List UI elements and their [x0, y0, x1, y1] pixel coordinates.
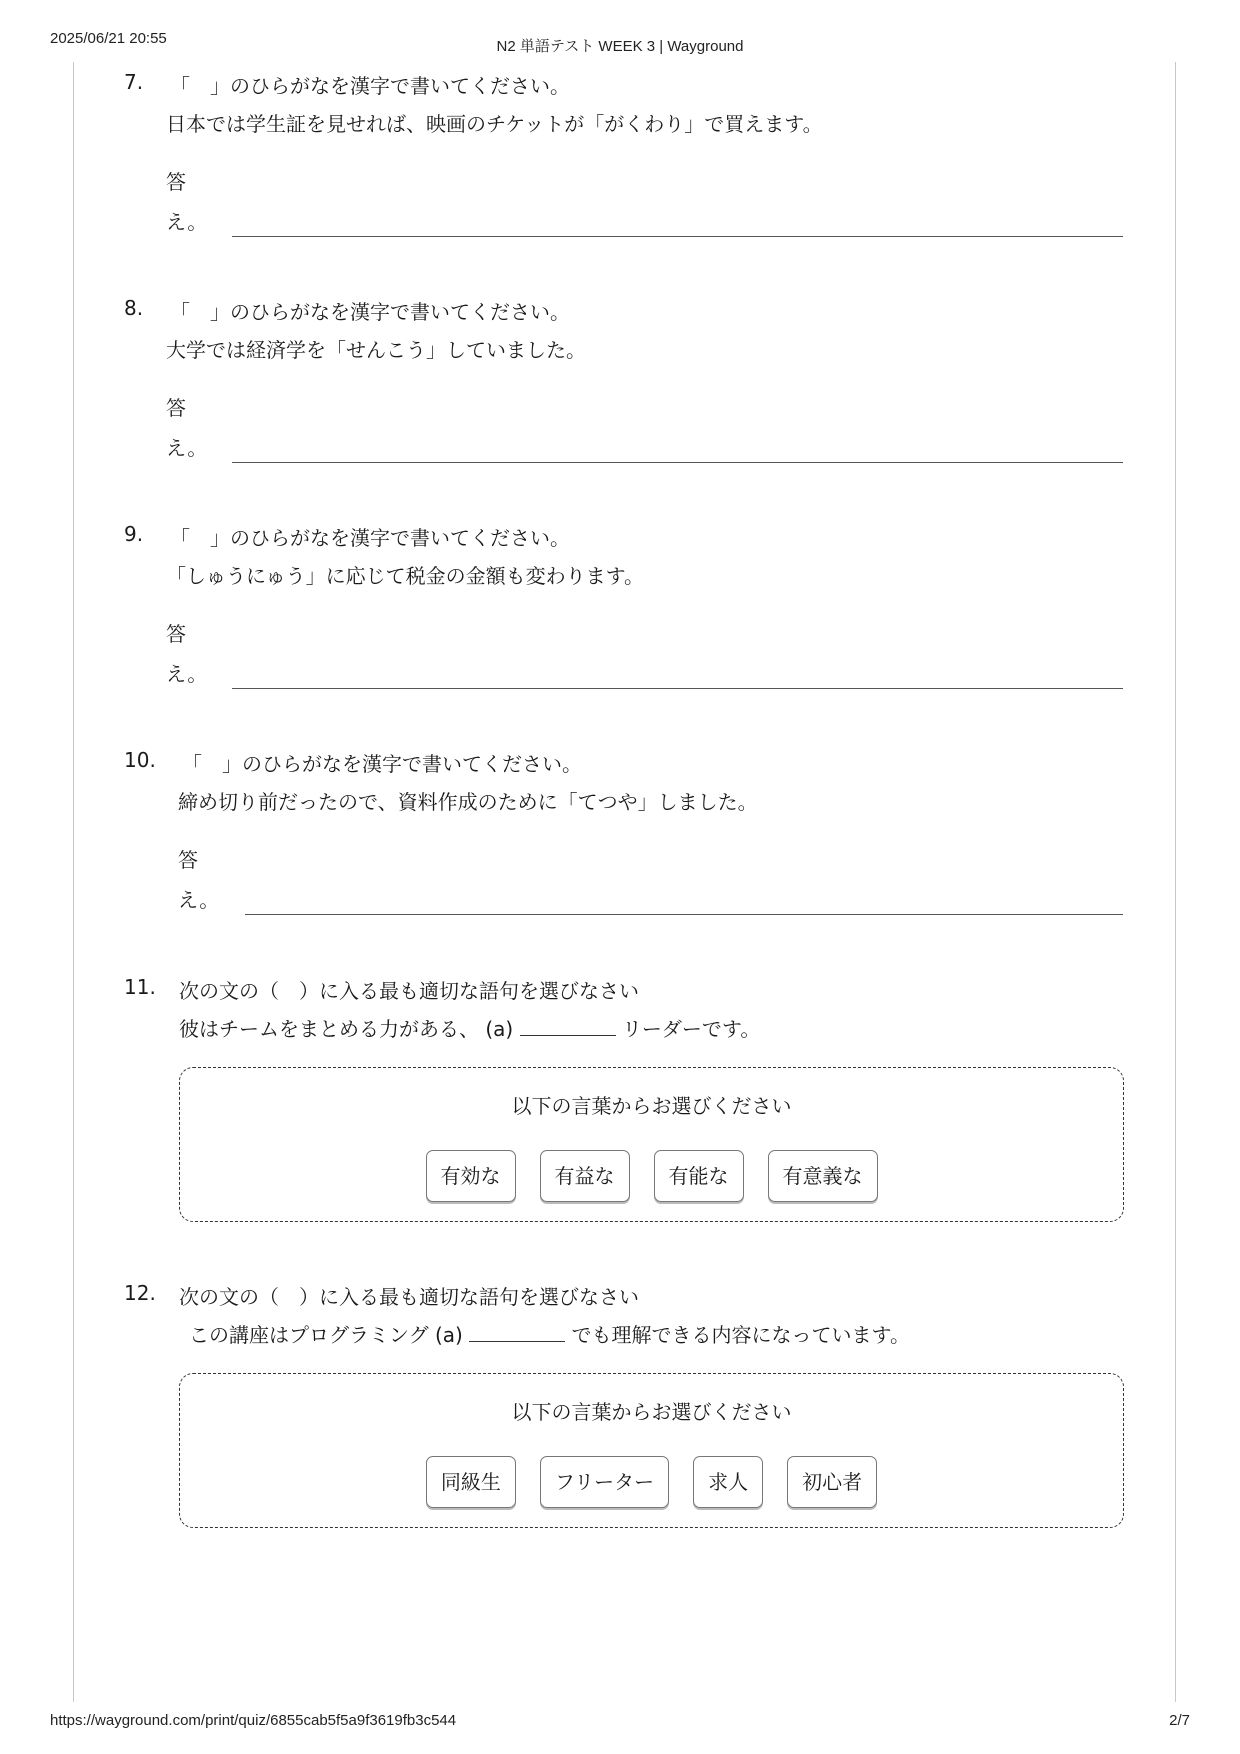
question-number: 8. [124, 296, 144, 320]
answer-line[interactable] [232, 688, 1123, 689]
blank-a [469, 1326, 565, 1342]
question-number: 11. [124, 975, 156, 999]
choice-option[interactable]: 有益な [540, 1150, 630, 1202]
answer-line[interactable] [232, 236, 1123, 237]
question-prompt: 「 」のひらがなを漢字で書いてください。 [170, 74, 570, 98]
question-number: 9. [124, 522, 144, 546]
question-sentence [179, 1013, 760, 1042]
question-number: 10. [124, 748, 156, 772]
question-prompt: 「 」のひらがなを漢字で書いてください。 [170, 526, 570, 550]
choice-option[interactable]: 有能な [654, 1150, 744, 1202]
print-title: N2 単語テスト WEEK 3 | Wayground [496, 38, 744, 55]
question-prompt: 「 」のひらがなを漢字で書いてください。 [170, 300, 570, 324]
question-sentence [189, 1319, 910, 1348]
answer-label: 答え。 [166, 396, 208, 460]
question-sentence: 「しゅうにゅう」に応じて税金の金額も変わります。 [166, 564, 644, 588]
sentence-after-blank: リーダーです。 [621, 1017, 761, 1041]
question-prompt: 次の文の（ ）に入る最も適切な語句を選びなさい [179, 1285, 639, 1309]
question-sentence: 大学では経済学を「せんこう」していました。 [166, 338, 586, 362]
sentence-after-blank: でも理解できる内容になっています。 [571, 1323, 910, 1347]
sentence-before-blank: 彼はチームをまとめる力がある、 (a) [179, 1017, 514, 1041]
choice-option[interactable]: 有意義な [768, 1150, 878, 1202]
page-number: 2/7 [1169, 1712, 1190, 1729]
answer-line[interactable] [232, 462, 1123, 463]
choice-list [180, 1456, 1123, 1508]
choice-box [179, 1373, 1124, 1528]
answer-line[interactable] [245, 914, 1123, 915]
choice-heading: 以下の言葉からお選びください [511, 1094, 792, 1118]
question-number: 12. [124, 1281, 156, 1305]
print-date: 2025/06/21 20:55 [50, 30, 167, 47]
sentence-before-blank: この講座はプログラミング (a) [189, 1323, 463, 1347]
question-sentence: 日本では学生証を見せれば、映画のチケットが「がくわり」で買えます。 [166, 112, 823, 136]
choice-option[interactable]: フリーター [540, 1456, 669, 1508]
choice-option[interactable]: 有効な [426, 1150, 516, 1202]
blank-a [520, 1020, 616, 1036]
choice-box [179, 1067, 1124, 1222]
answer-label: 答え。 [166, 622, 208, 686]
choice-option[interactable]: 求人 [693, 1456, 763, 1508]
left-border [73, 62, 74, 1702]
print-url: https://wayground.com/print/quiz/6855cab5f5a9f3619fb3c544 [50, 1712, 457, 1729]
choice-option[interactable]: 同級生 [426, 1456, 516, 1508]
answer-label: 答え。 [178, 848, 220, 912]
answer-label: 答え。 [166, 170, 208, 234]
choice-list [180, 1150, 1123, 1202]
question-prompt: 「 」のひらがなを漢字で書いてください。 [182, 752, 582, 776]
choice-heading: 以下の言葉からお選びください [511, 1400, 792, 1424]
question-prompt: 次の文の（ ）に入る最も適切な語句を選びなさい [179, 979, 639, 1003]
question-number: 7. [124, 70, 144, 94]
choice-option[interactable]: 初心者 [787, 1456, 877, 1508]
right-border [1175, 62, 1176, 1702]
question-sentence: 締め切り前だったので、資料作成のために「てつや」しました。 [178, 790, 758, 814]
